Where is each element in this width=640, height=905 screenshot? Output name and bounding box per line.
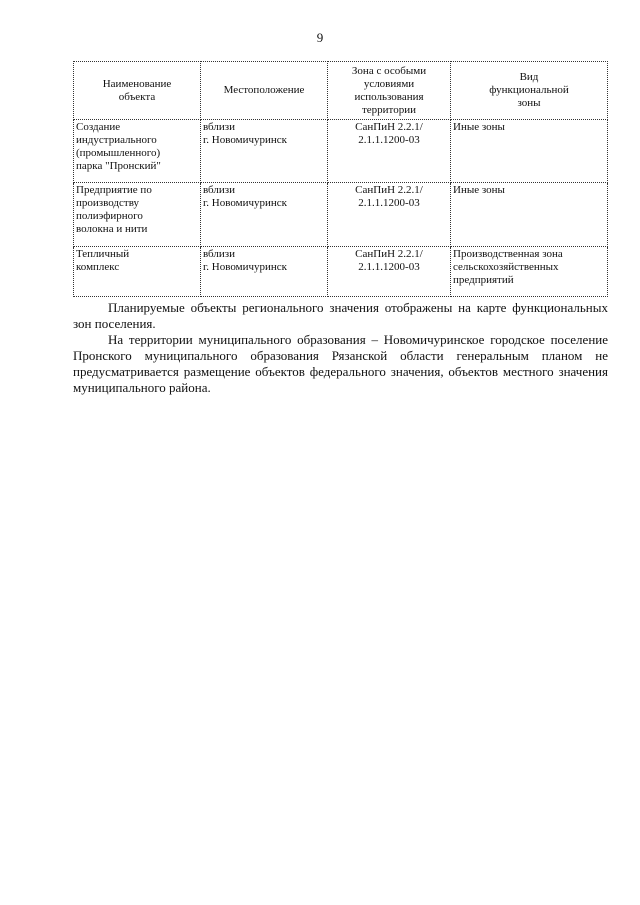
cell-special-zone: СанПиН 2.2.1/ 2.1.1.1200-03 — [328, 120, 451, 183]
header-object-name: Наименование объекта — [74, 62, 201, 120]
body-text — [73, 300, 608, 396]
cell-object-name: Предприятие по производству полиэфирного волокна и нити — [74, 183, 201, 247]
cell-special-zone: СанПиН 2.2.1/ 2.1.1.1200-03 — [328, 247, 451, 297]
cell-object-name: Тепличный комплекс — [74, 247, 201, 297]
header-special-zone: Зона с особыми условиями использования территории — [328, 62, 451, 120]
cell-functional-zone-type: Иные зоны — [451, 183, 608, 247]
page-number: 9 — [316, 30, 324, 45]
cell-special-zone: СанПиН 2.2.1/ 2.1.1.1200-03 — [328, 183, 451, 247]
cell-object-name: Создание индустриального (промышленного) парка "Пронский" — [74, 120, 201, 183]
cell-functional-zone-type: Производственная зона сельскохозяйственных предприятий — [451, 247, 608, 297]
table-row — [74, 120, 608, 183]
header-functional-zone-type: Вид функциональной зоны — [451, 62, 608, 120]
cell-location: вблизи г. Новомичуринск — [201, 183, 328, 247]
header-location: Местоположение — [201, 62, 328, 120]
table-header-row — [74, 62, 608, 120]
paragraph-municipal-territory: На территории муниципального образования – Новомичуринское городское поселение Пронского муниципального образования Рязанской области генеральным планом не предусматривается размещение объектов федерального значения, объектов местного значения муниципального района. — [73, 332, 608, 395]
zones-table — [73, 61, 608, 297]
table-row — [74, 183, 608, 247]
table-row — [74, 247, 608, 297]
cell-functional-zone-type: Иные зоны — [451, 120, 608, 183]
cell-location: вблизи г. Новомичуринск — [201, 247, 328, 297]
cell-location: вблизи г. Новомичуринск — [201, 120, 328, 183]
paragraph-regional-objects: Планируемые объекты регионального значения отображены на карте функциональных зон поселения. — [73, 300, 608, 331]
